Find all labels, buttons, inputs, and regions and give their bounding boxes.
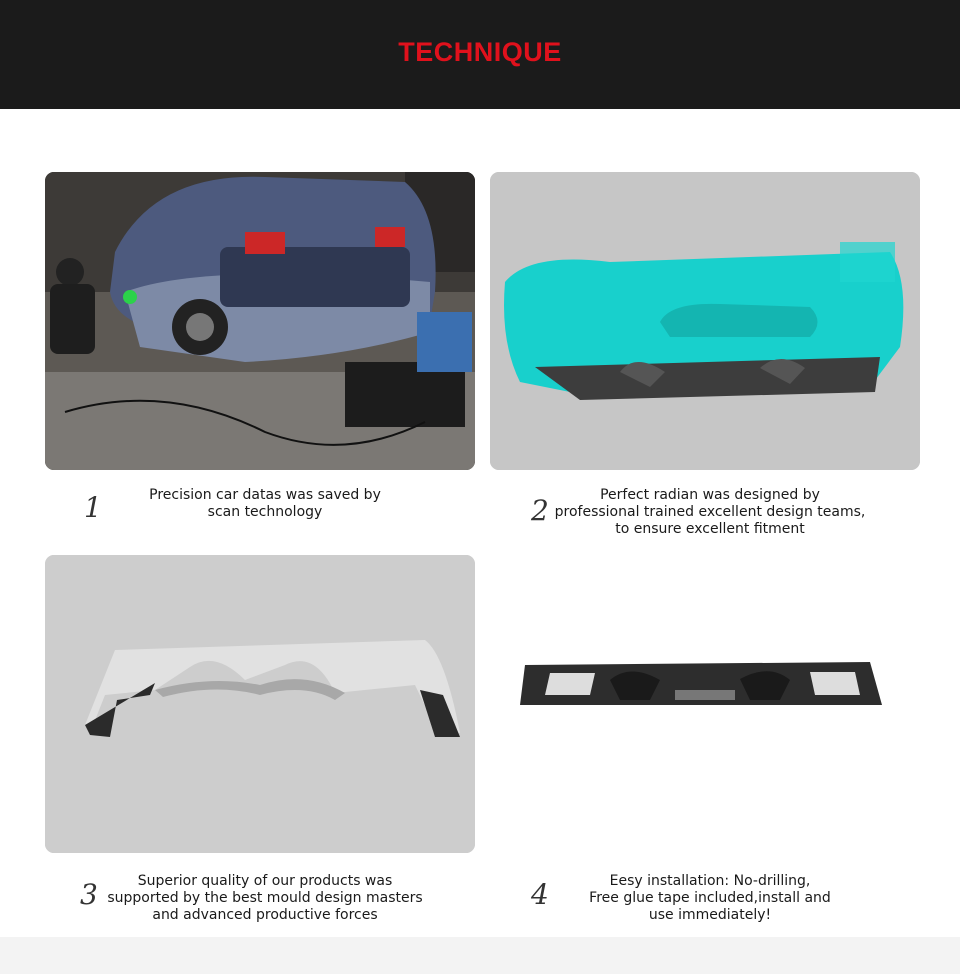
page-title: TECHNIQUE	[398, 37, 562, 67]
diffuser-render-illustration	[45, 555, 475, 853]
caption-line: scan technology	[207, 504, 323, 520]
caption-line: Perfect radian was designed by	[600, 487, 820, 503]
caption-line: use immediately!	[648, 907, 772, 923]
caption-line: and advanced productive forces	[152, 907, 378, 923]
step-caption-1	[105, 487, 425, 521]
caption-line: Eesy installation: No-drilling,	[609, 873, 811, 889]
step-number-4: 4	[531, 878, 549, 911]
3d-bumper-scan-illustration	[490, 172, 920, 470]
step-number-3: 3	[80, 878, 98, 911]
step-caption-4	[560, 873, 860, 924]
step-number-1: 1	[84, 491, 102, 524]
caption-line: Free glue tape included,install and	[589, 890, 831, 906]
header-banner	[0, 0, 960, 109]
diffuser-cad-render	[45, 555, 475, 853]
car-scanning-illustration	[45, 172, 475, 470]
diffuser-product-photo	[490, 555, 920, 853]
diffuser-photo-illustration	[490, 555, 920, 853]
step-caption-2	[540, 487, 880, 538]
caption-line: professional trained excellent design teams,	[554, 504, 866, 520]
step-caption-3	[95, 873, 435, 924]
3d-scan-model	[490, 172, 920, 470]
caption-line: to ensure excellent fitment	[615, 521, 805, 537]
caption-line: Superior quality of our products was	[137, 873, 393, 889]
caption-line: Precision car datas was saved by	[149, 487, 381, 503]
caption-line: supported by the best mould design masters	[107, 890, 423, 906]
footer-band	[0, 937, 960, 974]
car-scanning-photo	[45, 172, 475, 470]
step-number-2: 2	[531, 494, 549, 527]
